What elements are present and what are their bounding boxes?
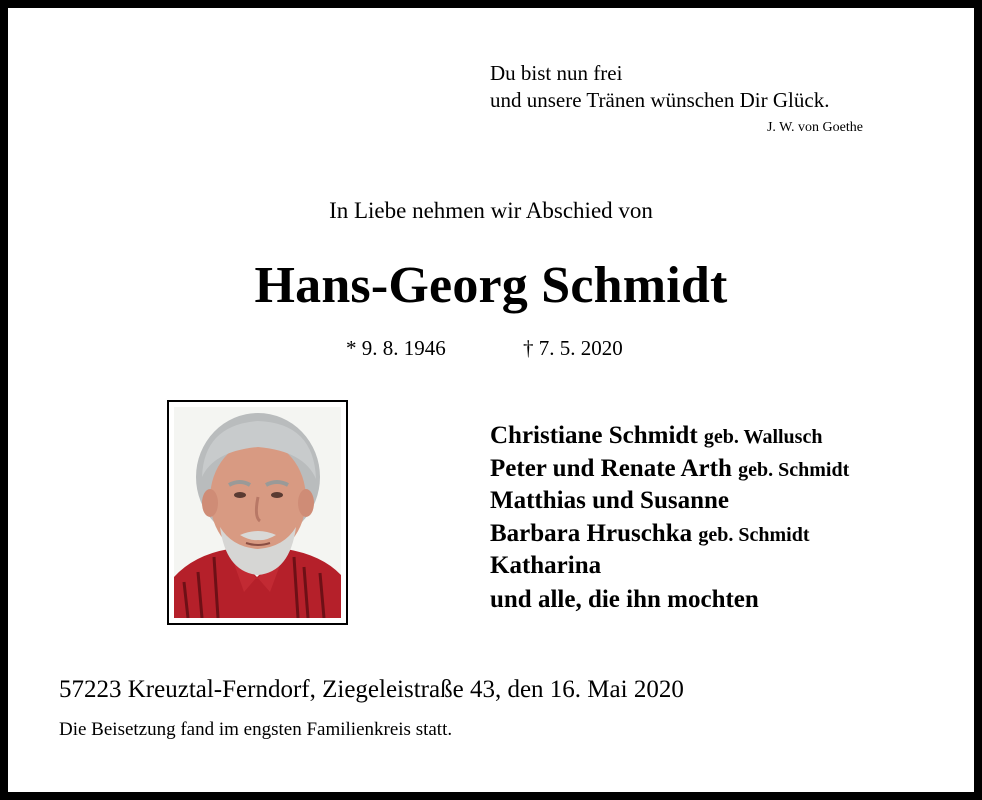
mourner-entry [490,419,849,453]
death-date: † 7. 5. 2020 [523,336,623,360]
mourner-name: Peter und Renate Arth [490,455,732,482]
quote-author: J. W. von Goethe [766,120,863,135]
quote-line-1: Du bist nun frei [490,61,623,85]
burial-note: Die Beisetzung fand im engsten Familienkreis statt. [59,719,453,740]
mourner-maiden-name: geb. Wallusch [703,426,823,448]
mourner-name: und alle, die ihn mochten [490,586,759,613]
place-and-date: 57223 Kreuztal-Ferndorf, Ziegeleistraße 43, den 16. Mai 2020 [59,676,684,703]
mourner-name: Christiane Schmidt [490,422,698,449]
mourner-maiden-name: geb. Schmidt [738,459,850,481]
mourner-entry [490,549,849,583]
mourner-name: Barbara Hruschka [490,520,693,547]
mourner-entry [490,583,849,617]
deceased-name: Hans-Georg Schmidt [254,257,728,314]
mourners-list [490,419,849,617]
intro-text: In Liebe nehmen wir Abschied von [329,198,653,223]
birth-date: * 9. 8. 1946 [346,336,446,360]
mourner-entry [490,518,849,549]
mourner-maiden-name: geb. Schmidt [698,524,810,546]
portrait-image [174,407,341,618]
mourner-name: Katharina [490,552,602,579]
mourner-entry [490,453,849,484]
quote-line-2: und unsere Tränen wünschen Dir Glück. [490,88,830,112]
quote [490,60,829,114]
mourner-name: Matthias und Susanne [490,487,729,514]
mourner-entry [490,484,849,518]
portrait-photo [167,400,348,625]
